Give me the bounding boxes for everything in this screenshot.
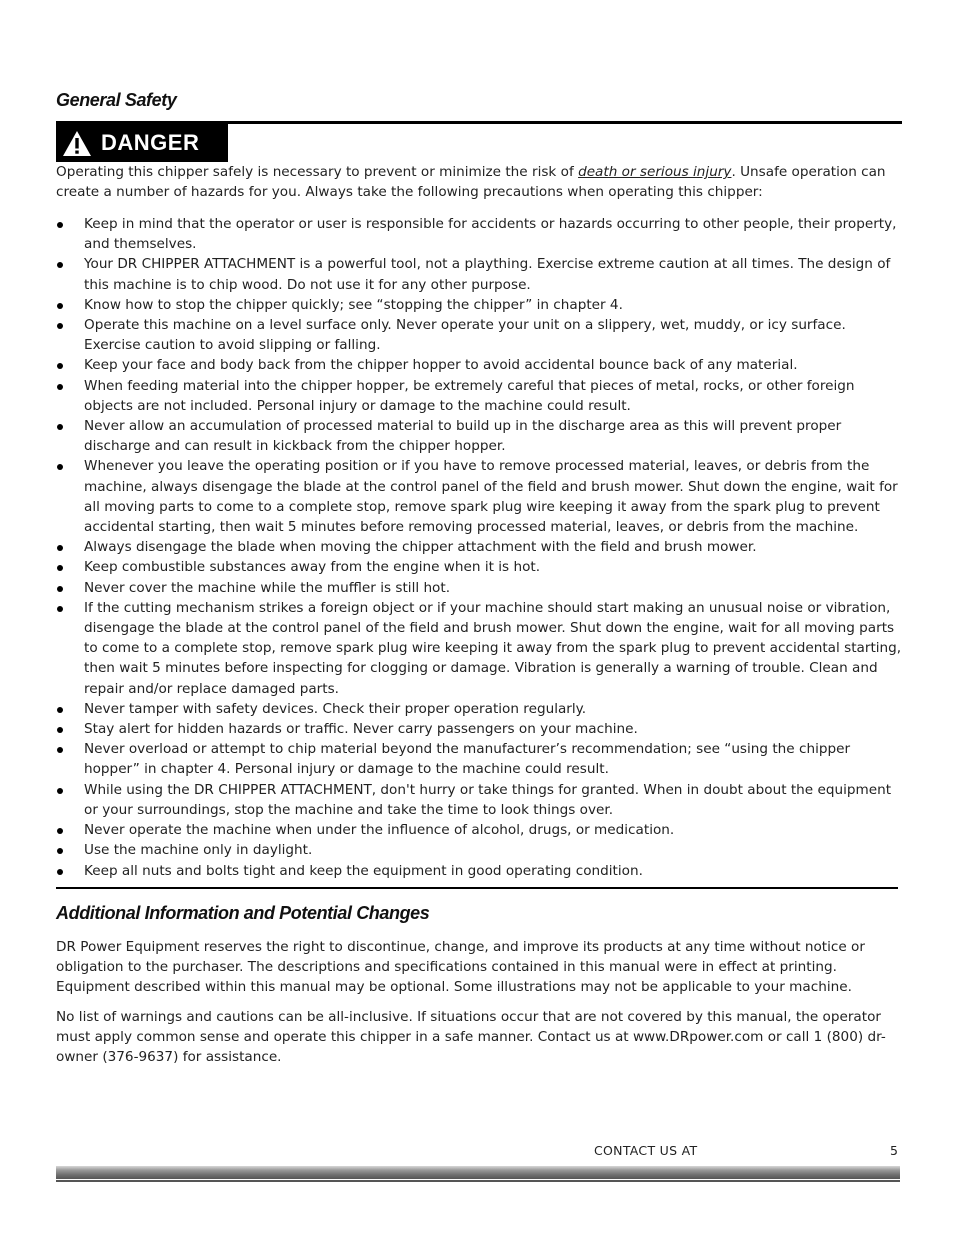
list-item (56, 557, 904, 577)
bullet-icon (57, 747, 63, 753)
list-item-text: If the cutting mechanism strikes a foreign object or if your machine should start making an unusual noise or vibration, disengage the blade at the control panel of the field and brush mower. Shut down the engine, wait for all moving parts to come to a complete stop, remove spark plug wire keeping it away from the spark plug to prevent accidental starting, then wait 5 minutes before inspecting for clogging or damage. Vibration is generally a warning of trouble. Clean and repair and/or replace damaged parts. (84, 599, 902, 697)
list-item (56, 598, 904, 699)
bullet-icon (57, 586, 63, 592)
list-item (56, 214, 904, 254)
list-item-text: Never operate the machine when under the influence of alcohol, drugs, or medication. (84, 822, 675, 839)
list-item-text: Know how to stop the chipper quickly; see “stopping the chipper” in chapter 4. (84, 296, 623, 313)
bullet-icon (57, 363, 63, 369)
bullet-icon (57, 384, 63, 390)
list-item-text: Never cover the machine while the muffler is still hot. (84, 579, 451, 596)
bullet-icon (57, 848, 63, 854)
bullet-icon (57, 565, 63, 571)
section-rule-bottom (56, 887, 898, 889)
danger-banner (56, 124, 228, 162)
page-number: 5 (890, 1143, 898, 1158)
footer-contact-text: CONTACT US AT (594, 1143, 698, 1158)
bullet-icon (57, 323, 63, 329)
danger-label: DANGER (101, 130, 200, 155)
list-item (56, 315, 904, 355)
list-item-text: While using the DR CHIPPER ATTACHMENT, don't hurry or take things for granted. When in doubt about the equipment or your surroundings, stop the machine and take the time to look things over. (84, 781, 892, 818)
bullet-icon (57, 727, 63, 733)
bullet-icon (57, 788, 63, 794)
list-item-text: Keep in mind that the operator or user is responsible for accidents or hazards occurring to other people, their property, and themselves. (84, 216, 897, 253)
list-item-text: Never tamper with safety devices. Check their proper operation regularly. (84, 700, 587, 717)
bullet-icon (57, 606, 63, 612)
list-item (56, 376, 904, 416)
section-title-additional-information: Additional Information and Potential Changes (56, 903, 430, 923)
list-item (56, 578, 904, 598)
list-item-text: When feeding material into the chipper hopper, be extremely careful that pieces of metal, rocks, or other foreign objects are not included. Personal injury or damage to the machine could result. (84, 377, 855, 414)
list-item (56, 820, 904, 840)
list-item-text: Keep combustible substances away from the engine when it is hot. (84, 559, 541, 576)
list-item-text: Operate this machine on a level surface only. Never operate your unit on a slippery, wet, muddy, or icy surface. Exercise caution to avoid slipping or falling. (84, 317, 846, 354)
bullet-icon (57, 222, 63, 228)
list-item-text: Stay alert for hidden hazards or traffic. Never carry passengers on your machine. (84, 721, 638, 738)
list-item (56, 295, 904, 315)
paragraph-disclaimer: DR Power Equipment reserves the right to discontinue, change, and improve its products at any time without notice or obligation to the purchaser. The descriptions and specifications contained in this manual were in effect at printing. Equipment described within this manual may be optional. Some illustrations may not be applicable to your machine. (56, 939, 865, 996)
footer-bar (56, 1166, 900, 1179)
list-item (56, 456, 904, 537)
list-item-text: Never overload or attempt to chip material beyond the manufacturer’s recommendation; see “using the chipper hopper” in chapter 4. Personal injury or damage to the machine could result. (84, 741, 851, 778)
bullet-icon (57, 707, 63, 713)
list-item-text: Never allow an accumulation of processed material to build up in the discharge area as this will prevent proper discharge and can result in kickback from the chipper hopper. (84, 418, 842, 455)
list-item-text: Use the machine only in daylight. (84, 842, 313, 859)
list-item (56, 355, 904, 375)
footer-rule (56, 1180, 900, 1182)
list-item (56, 537, 904, 557)
list-item (56, 840, 904, 860)
intro-highlight: death or serious injury (578, 164, 732, 180)
list-item (56, 719, 904, 739)
bullet-icon (57, 828, 63, 834)
list-item (56, 416, 904, 456)
intro-paragraph (56, 162, 904, 202)
list-item (56, 254, 904, 294)
warning-triangle-icon (62, 130, 92, 157)
bullet-icon (57, 464, 63, 470)
bullet-icon (57, 262, 63, 268)
list-item (56, 699, 904, 719)
list-item-text: Keep your face and body back from the chipper hopper to avoid accidental bounce back of any material. (84, 357, 798, 374)
list-item (56, 861, 904, 881)
bullet-icon (57, 545, 63, 551)
paragraph-contact: No list of warnings and cautions can be all-inclusive. If situations occur that are not covered by this manual, the operator must apply common sense and operate this chipper in a safe manner. Contact us at www.DRpower.com or call 1 (800) dr-owner (376-9637) for assistance. (56, 1009, 886, 1066)
section-title-general-safety: General Safety (56, 90, 177, 110)
list-item (56, 780, 904, 820)
intro-text-start: Operating this chipper safely is necessary to prevent or minimize the risk of (56, 164, 579, 180)
list-item-text: Your DR CHIPPER ATTACHMENT is a powerful tool, not a plaything. Exercise extreme caution at all times. The design of this machine is to chip wood. Do not use it for any other purpose. (84, 256, 891, 293)
list-item-text: Keep all nuts and bolts tight and keep the equipment in good operating condition. (84, 862, 643, 879)
bullet-icon (57, 303, 63, 309)
intro-text-end: . Unsafe operation can create a number of hazards for you. Always take the following precautions when operating this chipper: (56, 164, 886, 201)
bullet-icon (57, 869, 63, 875)
safety-bullet-list (56, 214, 904, 881)
list-item (56, 739, 904, 779)
list-item-text: Whenever you leave the operating position or if you have to remove processed material, leaves, or debris from the machine, always disengage the blade at the control panel of the field and brush mower. Shut down the engine, wait for all moving parts to come to a complete stop, remove spark plug wire keeping it away from the spark plug to prevent accidental starting, then wait 5 minutes before removing processed material, leaves, or debris from the machine. (84, 458, 898, 536)
bullet-icon (57, 424, 63, 430)
list-item-text: Always disengage the blade when moving the chipper attachment with the field and brush mower. (84, 539, 757, 556)
